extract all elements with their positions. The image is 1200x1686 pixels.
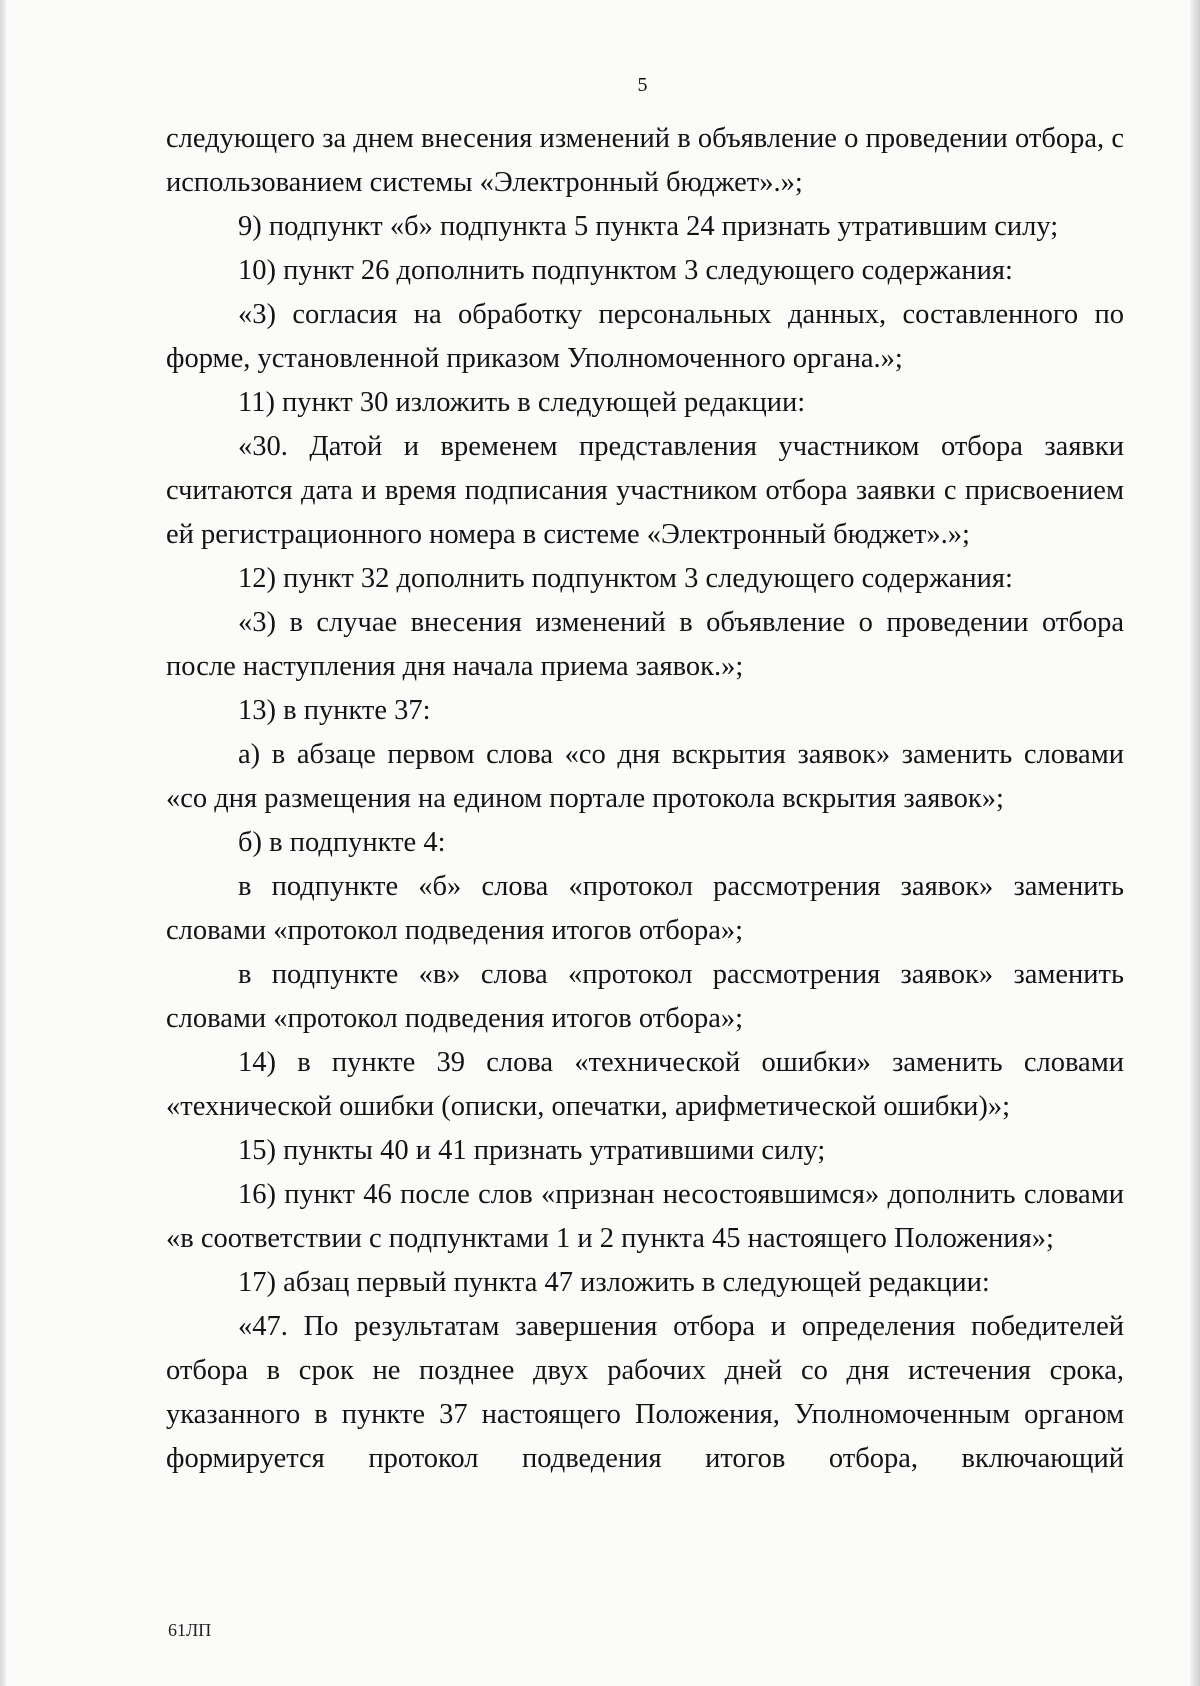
paragraph: 13) в пункте 37: xyxy=(238,695,431,726)
scan-edge-left xyxy=(0,0,6,1686)
paragraph: в подпункте «в» слова «протокол рассмотрения заявок» заменить словами «протокол подведения итогов отбора»; xyxy=(166,959,1124,1034)
paragraph: 14) в пункте 39 слова «технической ошибки» заменить словами «технической ошибки (описки, опечатки, арифметической ошибки)»; xyxy=(166,1047,1124,1122)
paragraph: 15) пункты 40 и 41 признать утратившими силу; xyxy=(238,1135,826,1166)
paragraph: б) в подпункте 4: xyxy=(238,827,446,858)
footer-document-code: 61ЛП xyxy=(168,1620,212,1640)
paragraph: а) в абзаце первом слова «со дня вскрытия заявок» заменить словами «со дня размещения на едином портале протокола вскрытия заявок»; xyxy=(166,739,1124,814)
paragraph: 12) пункт 32 дополнить подпунктом 3 следующего содержания: xyxy=(238,563,1013,594)
paragraph: 9) подпункт «б» подпункта 5 пункта 24 признать утратившим силу; xyxy=(238,211,1059,242)
paragraph: «3) согласия на обработку персональных данных, составленного по форме, установленной приказом Уполномоченного органа.»; xyxy=(166,299,1124,374)
page-number: 5 xyxy=(637,74,648,96)
paragraph: 17) абзац первый пункта 47 изложить в следующей редакции: xyxy=(238,1267,990,1298)
paragraph: 16) пункт 46 после слов «признан несостоявшимся» дополнить словами «в соответствии с подпунктами 1 и 2 пункта 45 настоящего Положения»; xyxy=(166,1179,1124,1254)
paragraph: 11) пункт 30 изложить в следующей редакции: xyxy=(238,387,806,418)
paragraph: «3) в случае внесения изменений в объявление о проведении отбора после наступления дня начала приема заявок.»; xyxy=(166,607,1124,682)
document-body xyxy=(166,117,1124,1481)
paragraph: «30. Датой и временем представления участником отбора заявки считаются дата и время подписания участником отбора заявки с присвоением ей регистрационного номера в системе «Электронный бюджет».»; xyxy=(166,431,1124,550)
paragraph: следующего за днем внесения изменений в объявление о проведении отбора, с использованием системы «Электронный бюджет».»; xyxy=(166,123,1124,198)
scan-edge-right xyxy=(1190,0,1200,1686)
paragraph: в подпункте «б» слова «протокол рассмотрения заявок» заменить словами «протокол подведения итогов отбора»; xyxy=(166,871,1124,946)
paragraph: 10) пункт 26 дополнить подпунктом 3 следующего содержания: xyxy=(238,255,1013,286)
paragraph: «47. По результатам завершения отбора и определения победителей отбора в срок не позднее двух рабочих дней со дня истечения срока, указанного в пункте 37 настоящего Положения, Уполномоченным органом формируется протокол подведения итогов отбора, включающий xyxy=(166,1311,1124,1474)
